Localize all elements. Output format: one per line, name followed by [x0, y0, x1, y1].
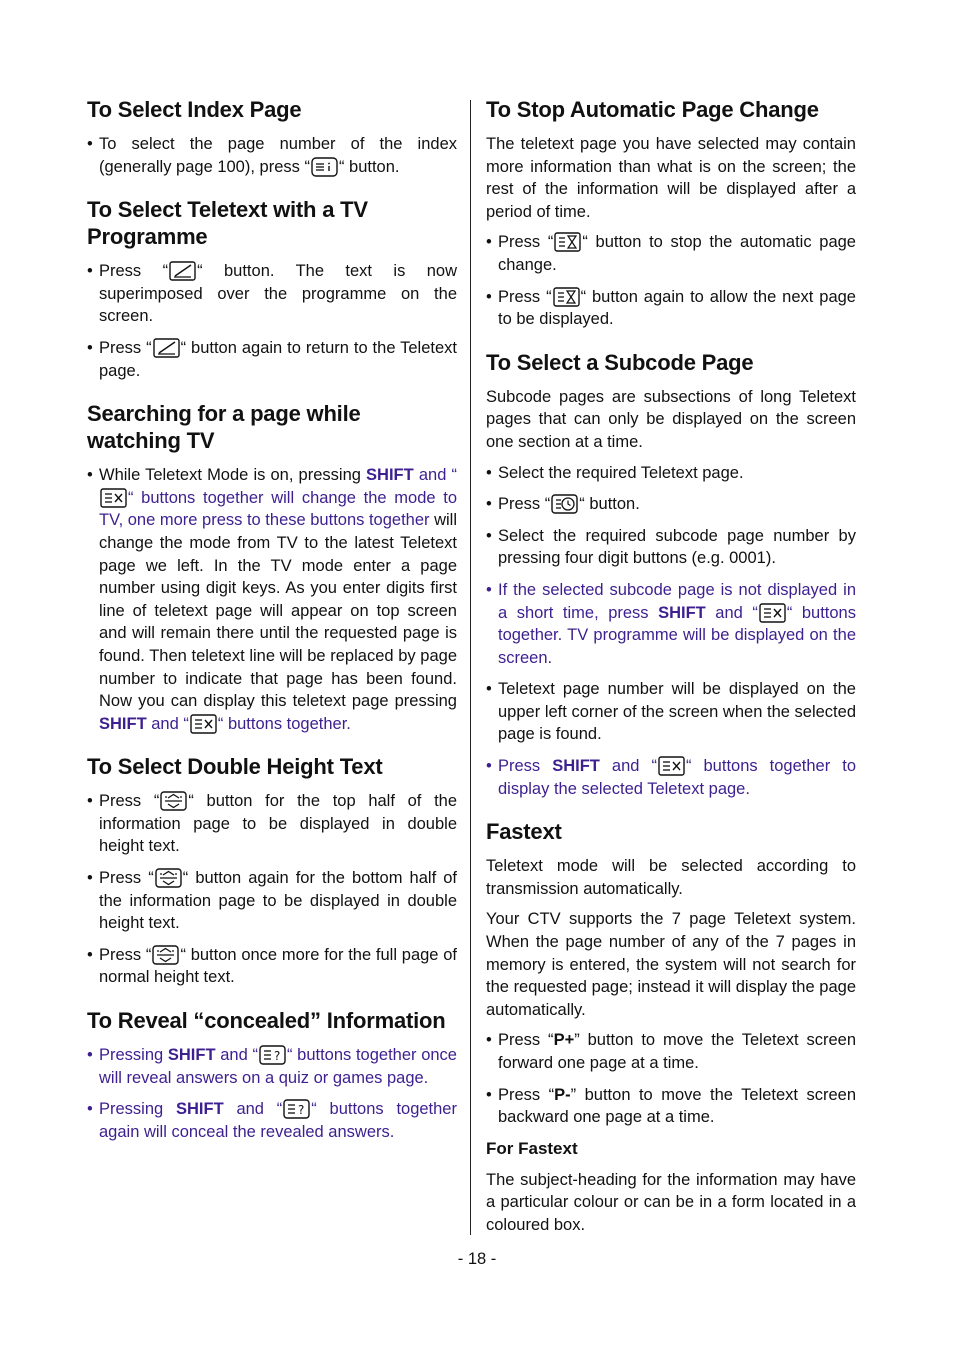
reveal-key-icon	[259, 1045, 286, 1065]
mix-key-icon	[153, 338, 180, 358]
size-key-icon	[160, 791, 187, 811]
list-item: • Teletext page number will be displayed on the upper left corner of the screen when the selected page is found.	[486, 680, 856, 744]
list-item: • Press SHIFT and “ “ buttons together to display the selected Teletext page.	[486, 757, 856, 798]
paragraph: Teletext mode will be selected according to transmission automatically.	[486, 857, 856, 898]
hold-key-icon	[553, 287, 580, 307]
list-item: • Press “ “ button again to return to the Teletext page.	[87, 338, 457, 380]
cancel-key-icon	[190, 714, 217, 734]
paragraph: The subject-heading for the information may have a particular colour or can be in a form located in a coloured box.	[486, 1170, 856, 1234]
page-number: - 18 -	[457, 1250, 497, 1268]
svg-text:?: ?	[298, 1103, 305, 1118]
p-plus-key: P+	[553, 1031, 575, 1050]
column-divider	[470, 100, 471, 1235]
size-key-icon	[152, 945, 179, 965]
right-column	[486, 96, 856, 1245]
left-column	[87, 96, 457, 1152]
list-item: • Press “P-” button to move the Teletext screen backward one page at a time.	[486, 1085, 856, 1127]
cancel-key-icon	[658, 756, 685, 776]
section-title-stop: To Stop Automatic Page Change	[486, 97, 819, 122]
section-title-double: To Select Double Height Text	[87, 754, 383, 780]
paragraph: The teletext page you have selected may contain more information than what is on the screen; the rest of the information will be displayed after a period of time.	[486, 135, 856, 221]
list-item: • While Teletext Mode is on, pressing SHIFT and “ “ buttons together will change the mode to TV, one more press to these buttons together will change the mode from TV to the latest Teletext page we left. In the TV mode enter a page number using digit keys. As you enter digits first line of teletext page will appear on top screen and will remain there until the requested page is found. Then teletext line will be replaced by page number to indicate that page has been found. Now you can display this teletext page pressing SHIFT and “ “ buttons together.	[87, 466, 458, 733]
list-item: • Select the required subcode page number by pressing four digit buttons (e.g. 0001).	[486, 526, 856, 568]
list-item: • If the selected subcode page is not displayed in a short time, press SHIFT and “ “ buttons together. TV programme will be displayed on the screen.	[486, 580, 856, 667]
cancel-key-icon	[100, 488, 127, 508]
svg-text:?: ?	[273, 1049, 281, 1064]
list-item: • Press “ “ button once more for the full page of normal height text.	[87, 945, 457, 987]
list-item: • Press “ “ button to stop the automatic page change.	[486, 233, 856, 274]
list-item: • Press “ “ button for the top half of the information page to be displayed in double height text.	[87, 792, 458, 856]
list-item: • Select the required Teletext page.	[486, 463, 744, 482]
list-item: • Press “ “ button.	[486, 495, 640, 514]
subheading-for-fastext: For Fastext	[486, 1138, 578, 1158]
reveal-key-icon	[283, 1099, 310, 1119]
subcode-key-icon	[551, 494, 578, 514]
hold-key-icon	[554, 232, 581, 252]
list-item: • Pressing SHIFT and “ ? “ buttons together again will conceal the revealed answers.	[87, 1100, 457, 1141]
list-item: • Press “ “ button. The text is now superimposed over the programme on the screen.	[87, 262, 457, 326]
list-item: • Press “P+” button to move the Teletext screen forward one page at a time.	[486, 1031, 856, 1072]
section-title-search: Searching for a page while watching TV	[87, 401, 361, 454]
paragraph: Your CTV supports the 7 page Teletext system. When the page number of any of the 7 pages in memory is entered, the system will not search for the requested page; instead it will display the page automatically.	[486, 910, 856, 1019]
paragraph: Subcode pages are subsections of long Teletext pages that can only be displayed on the screen one section at a time.	[486, 387, 856, 451]
section-title-reveal: To Reveal “concealed” Information	[87, 1008, 446, 1034]
list-item: • Press “ “ button again to allow the next page to be displayed.	[486, 287, 856, 329]
size-key-icon	[155, 868, 182, 888]
index-key-icon	[311, 157, 338, 177]
section-title-subcode: To Select a Subcode Page	[486, 349, 754, 375]
section-title-index: To Select Index Page	[87, 97, 302, 122]
list-item: • To select the page number of the index (generally page 100), press “ “ button.	[87, 135, 457, 176]
section-title-tv: To Select Teletext with a TV Programme	[87, 197, 368, 250]
list-item: • Press “ “ button again for the bottom half of the information page to be displayed in double height text.	[87, 869, 457, 933]
bullet: •	[87, 135, 93, 153]
cancel-key-icon	[759, 603, 786, 623]
list-item: • Pressing SHIFT and “ ? “ buttons together once will reveal answers on a quiz or games page.	[87, 1046, 457, 1087]
mix-key-icon	[169, 261, 196, 281]
section-title-fastext: Fastext	[486, 819, 562, 845]
p-minus-key: P-	[554, 1085, 571, 1104]
